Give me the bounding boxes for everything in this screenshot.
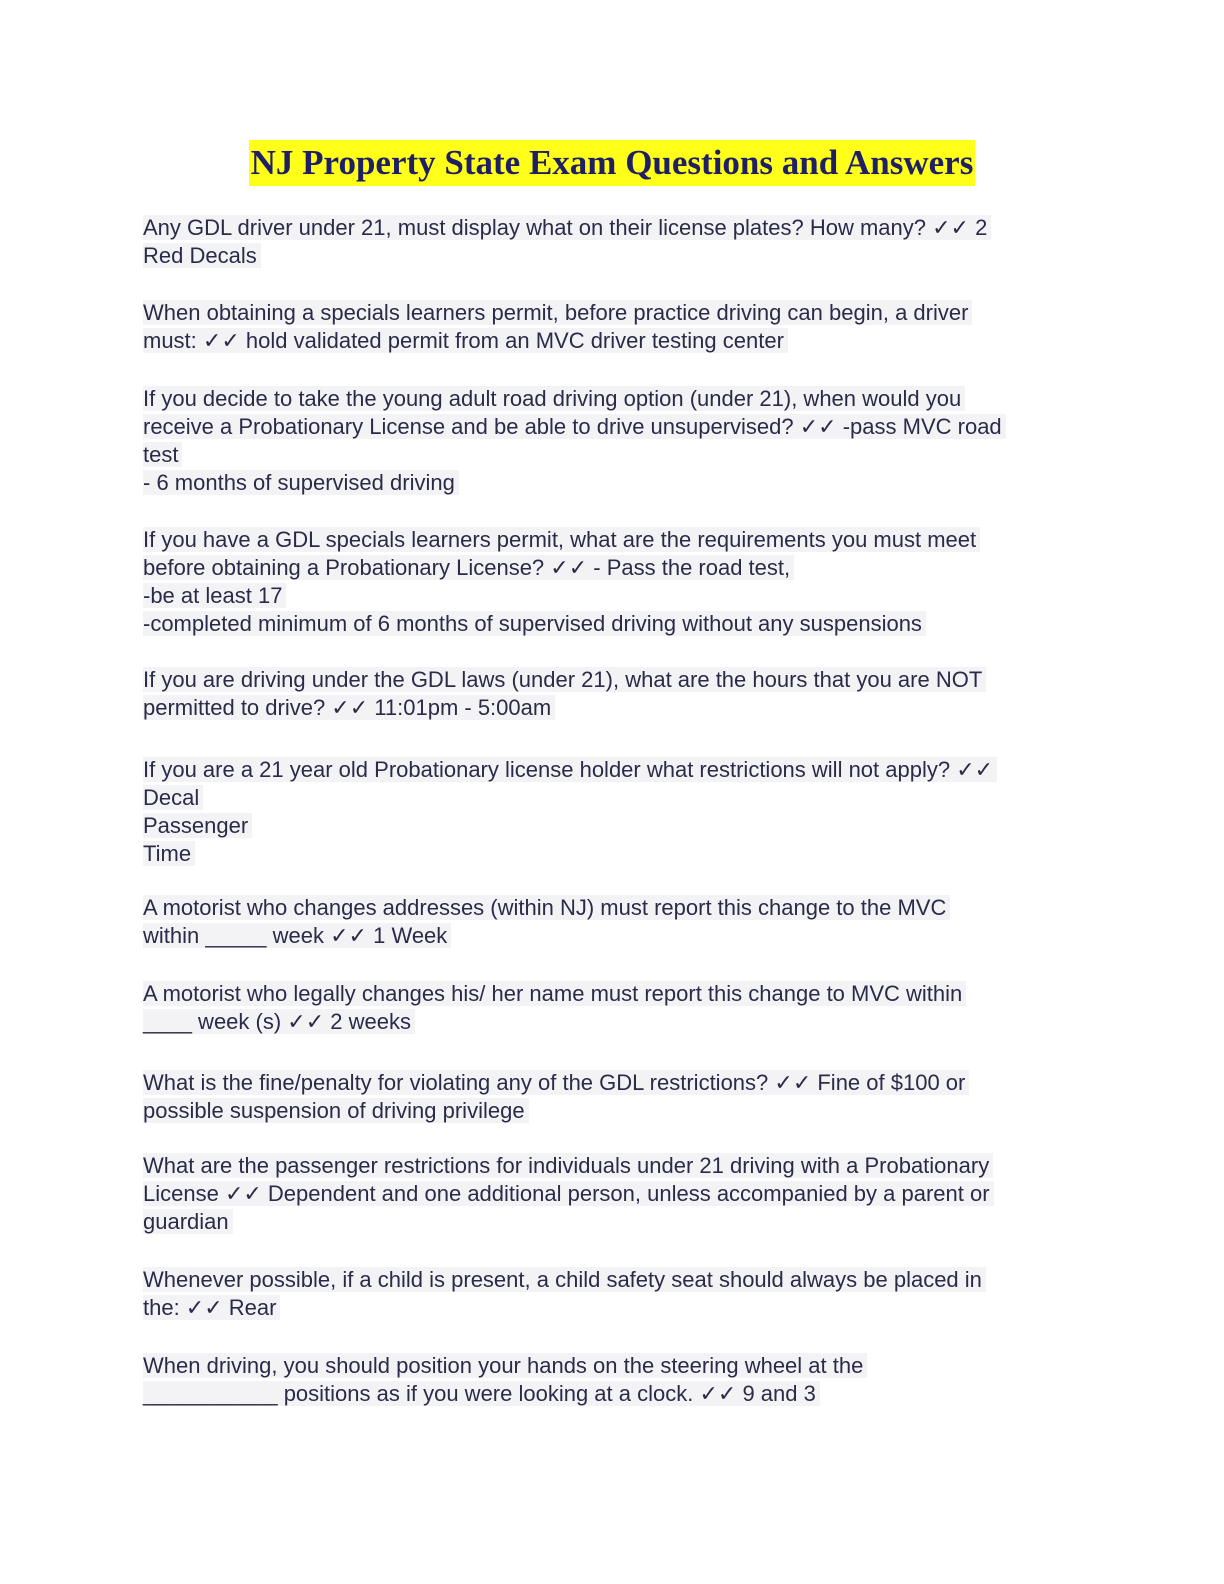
qa-line-text: Decal bbox=[143, 785, 203, 810]
qa-line bbox=[143, 582, 1083, 610]
qa-line bbox=[143, 327, 1083, 355]
qa-line bbox=[143, 666, 1083, 694]
qa-line-text: When driving, you should position your hands on the steering wheel at the bbox=[143, 1353, 867, 1378]
qa-line bbox=[143, 1180, 1083, 1208]
qa-line bbox=[143, 1352, 1083, 1380]
qa-line bbox=[143, 1008, 1083, 1036]
qa-line-text: -be at least 17 bbox=[143, 583, 286, 608]
qa-line bbox=[143, 980, 1083, 1008]
qa-line-text: ____ week (s) ✓✓ 2 weeks bbox=[143, 1009, 415, 1034]
qa-item bbox=[143, 214, 1083, 270]
qa-line-text: A motorist who changes addresses (within NJ) must report this change to the MVC bbox=[143, 895, 950, 920]
qa-line bbox=[143, 385, 1083, 413]
qa-item bbox=[143, 666, 1083, 722]
qa-line-text: permitted to drive? ✓✓ 11:01pm - 5:00am bbox=[143, 695, 555, 720]
qa-item bbox=[143, 299, 1083, 355]
qa-line-text: If you are driving under the GDL laws (under 21), what are the hours that you are NOT bbox=[143, 667, 986, 692]
qa-line bbox=[143, 526, 1083, 554]
qa-line-text: - 6 months of supervised driving bbox=[143, 470, 459, 495]
qa-item bbox=[143, 1152, 1083, 1236]
qa-line-text: Any GDL driver under 21, must display what on their license plates? How many? ✓✓ 2 bbox=[143, 215, 991, 240]
qa-line bbox=[143, 1380, 1083, 1408]
qa-line-text: Time bbox=[143, 841, 195, 866]
qa-line bbox=[143, 242, 1083, 270]
qa-line bbox=[143, 1294, 1083, 1322]
qa-item bbox=[143, 980, 1083, 1036]
qa-line bbox=[143, 840, 1083, 868]
qa-line-text: If you have a GDL specials learners permit, what are the requirements you must meet bbox=[143, 527, 980, 552]
qa-line-text: possible suspension of driving privilege bbox=[143, 1098, 529, 1123]
qa-line-text: must: ✓✓ hold validated permit from an MVC driver testing center bbox=[143, 328, 788, 353]
qa-line bbox=[143, 554, 1083, 582]
qa-item bbox=[143, 756, 1083, 868]
qa-line bbox=[143, 812, 1083, 840]
qa-line-text: License ✓✓ Dependent and one additional person, unless accompanied by a parent or bbox=[143, 1181, 994, 1206]
qa-line-text: If you decide to take the young adult road driving option (under 21), when would you bbox=[143, 386, 965, 411]
qa-line bbox=[143, 214, 1083, 242]
qa-line bbox=[143, 694, 1083, 722]
qa-line-text: before obtaining a Probationary License? ✓✓ - Pass the road test, bbox=[143, 555, 794, 580]
qa-line-text: the: ✓✓ Rear bbox=[143, 1295, 280, 1320]
qa-line bbox=[143, 469, 1083, 497]
qa-item bbox=[143, 894, 1083, 950]
qa-line bbox=[143, 413, 1083, 441]
qa-line bbox=[143, 1069, 1083, 1097]
qa-item bbox=[143, 385, 1083, 497]
qa-line-text: If you are a 21 year old Probationary license holder what restrictions will not apply? ✓✓ bbox=[143, 757, 997, 782]
qa-line-text: test bbox=[143, 442, 182, 467]
qa-line bbox=[143, 441, 1083, 469]
qa-line bbox=[143, 756, 1083, 784]
qa-line bbox=[143, 1097, 1083, 1125]
qa-line-text: guardian bbox=[143, 1209, 233, 1234]
qa-line-text: What are the passenger restrictions for individuals under 21 driving with a Probationary bbox=[143, 1153, 993, 1178]
qa-item bbox=[143, 1266, 1083, 1322]
qa-line-text: A motorist who legally changes his/ her name must report this change to MVC within bbox=[143, 981, 966, 1006]
qa-line-text: Passenger bbox=[143, 813, 252, 838]
qa-item bbox=[143, 1352, 1083, 1408]
qa-line-text: When obtaining a specials learners permit, before practice driving can begin, a driver bbox=[143, 300, 972, 325]
qa-line-text: receive a Probationary License and be able to drive unsupervised? ✓✓ -pass MVC road bbox=[143, 414, 1006, 439]
qa-line bbox=[143, 299, 1083, 327]
qa-line bbox=[143, 922, 1083, 950]
qa-line-text: Red Decals bbox=[143, 243, 261, 268]
qa-line-text: -completed minimum of 6 months of supervised driving without any suspensions bbox=[143, 611, 926, 636]
qa-line bbox=[143, 1266, 1083, 1294]
qa-line-text: Whenever possible, if a child is present, a child safety seat should always be placed in bbox=[143, 1267, 986, 1292]
qa-line-text: within _____ week ✓✓ 1 Week bbox=[143, 923, 451, 948]
qa-line-text: ___________ positions as if you were looking at a clock. ✓✓ 9 and 3 bbox=[143, 1381, 820, 1406]
qa-line bbox=[143, 1152, 1083, 1180]
qa-line bbox=[143, 610, 1083, 638]
page-title: NJ Property State Exam Questions and Answers bbox=[249, 140, 976, 186]
qa-line bbox=[143, 894, 1083, 922]
title-container bbox=[0, 140, 1224, 186]
qa-line bbox=[143, 784, 1083, 812]
qa-line-text: What is the fine/penalty for violating any of the GDL restrictions? ✓✓ Fine of $100 or bbox=[143, 1070, 969, 1095]
qa-item bbox=[143, 1069, 1083, 1125]
qa-item bbox=[143, 526, 1083, 638]
qa-line bbox=[143, 1208, 1083, 1236]
